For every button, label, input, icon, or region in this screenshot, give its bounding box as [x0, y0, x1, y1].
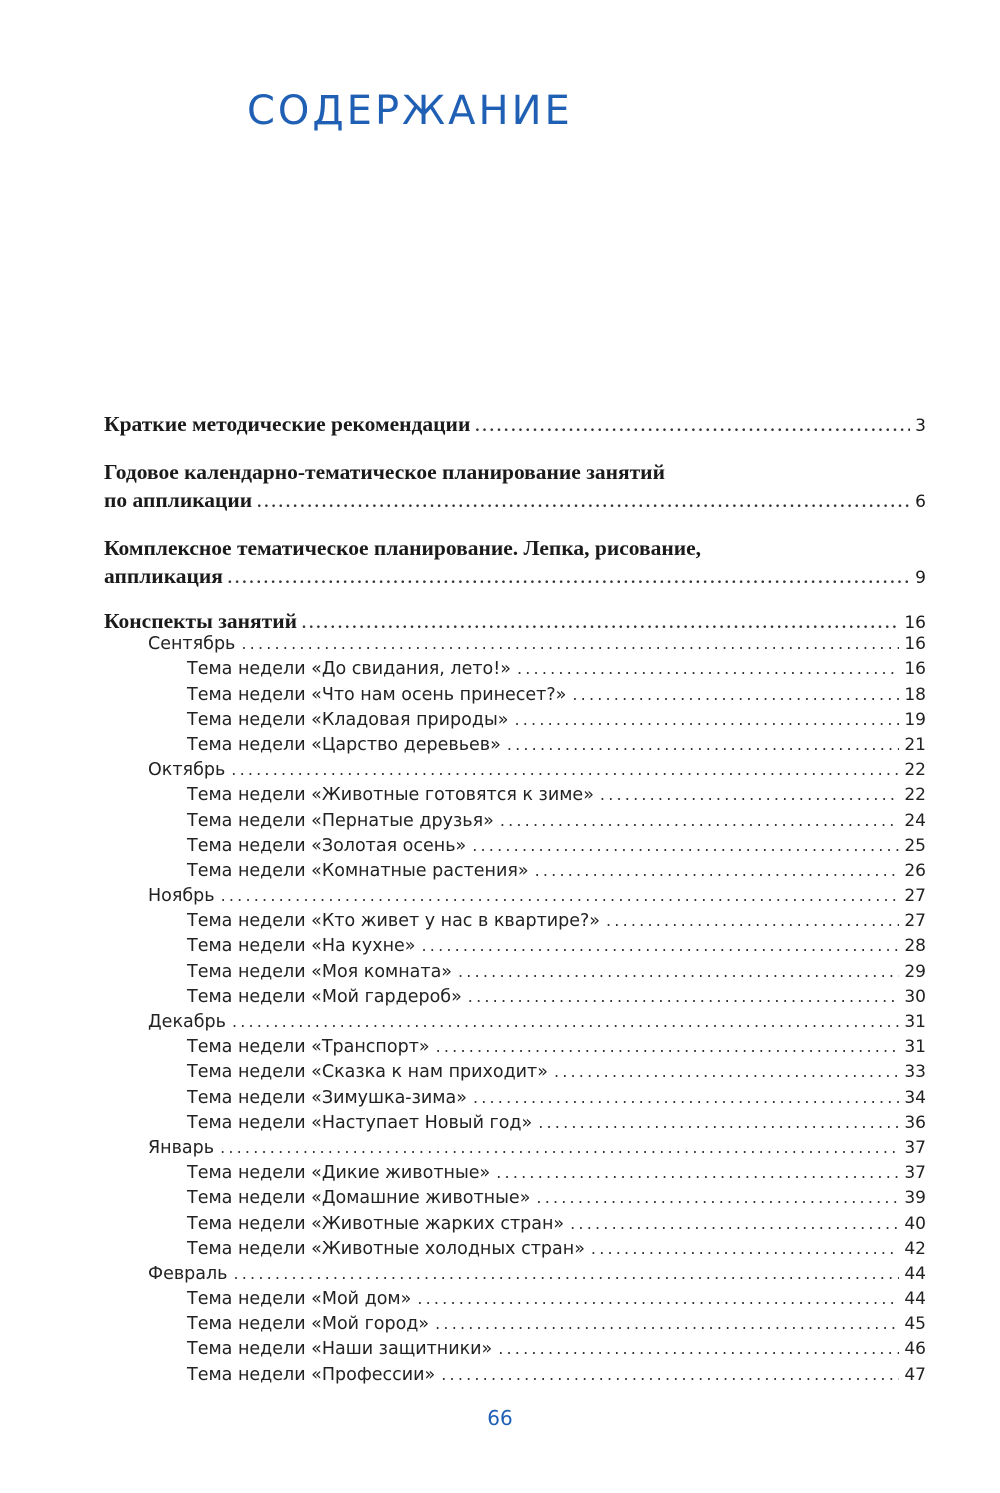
toc-entry-title: Тема недели «Кто живет у нас в квартире?»: [187, 911, 601, 932]
toc-entry-page: 29: [904, 961, 926, 982]
toc-entry-title: Тема недели «Мой гардероб»: [187, 986, 462, 1007]
toc-section-complex-planning[interactable]: [104, 533, 926, 589]
dot-leader: [302, 615, 899, 633]
toc-entry-title: Тема недели «Мой город»: [187, 1314, 430, 1335]
toc-entry-title: Ноябрь: [148, 886, 215, 907]
toc-entry-title: Тема недели «Животные холодных стран»: [187, 1238, 585, 1259]
toc-entry-title: по аппликации: [104, 488, 253, 512]
toc-entry-page: 25: [904, 835, 926, 856]
toc-entry-title: Тема недели «Золотая осень»: [187, 835, 467, 856]
toc-entry-page: 44: [904, 1289, 926, 1310]
toc-week-topic[interactable]: [104, 811, 926, 836]
toc-week-topic[interactable]: [104, 911, 926, 936]
toc-month-october[interactable]: [104, 760, 926, 785]
dot-leader: [500, 811, 900, 830]
toc-entry-page: 39: [904, 1188, 926, 1209]
dot-leader: [498, 1339, 899, 1358]
toc-week-topic[interactable]: [104, 1239, 926, 1264]
toc-entry-title: Тема недели «Мой дом»: [187, 1289, 412, 1310]
toc-entry-title: Февраль: [148, 1263, 228, 1284]
dot-leader: [507, 735, 900, 754]
dot-leader: [231, 760, 899, 779]
toc-entry-page: 33: [904, 1062, 926, 1083]
toc-entry-title: Январь: [148, 1137, 215, 1158]
dot-leader: [554, 1062, 899, 1081]
toc-entry-title: Тема недели «Транспорт»: [187, 1037, 430, 1058]
toc-entry-page: 27: [904, 911, 926, 932]
toc-week-topic[interactable]: [104, 1188, 926, 1213]
toc-week-topic[interactable]: [104, 987, 926, 1012]
dot-leader: [232, 1012, 899, 1031]
toc-month-november[interactable]: [104, 886, 926, 911]
dot-leader: [591, 1239, 899, 1258]
dot-leader: [257, 494, 910, 512]
toc-week-topic[interactable]: [104, 685, 926, 710]
toc-entry-page: 31: [904, 1012, 926, 1032]
toc-entry-page: 27: [904, 886, 926, 907]
toc-section-lesson-notes[interactable]: [104, 609, 926, 634]
dot-leader: [468, 987, 900, 1006]
dot-leader: [536, 1188, 899, 1207]
toc-entry-page: 37: [904, 1163, 926, 1184]
toc-entry-title-line1: Комплексное тематическое планирование. Лепка, рисование,: [104, 536, 702, 560]
toc-section-annual-planning[interactable]: [104, 457, 926, 513]
toc-entry-page: 40: [904, 1213, 926, 1234]
toc-entry-title: Тема недели «Сказка к нам приходит»: [187, 1062, 548, 1083]
toc-entry-title: Тема недели «Профессии»: [187, 1364, 436, 1385]
dot-leader: [472, 836, 899, 855]
toc-week-topic[interactable]: [104, 1339, 926, 1364]
dot-leader: [514, 710, 899, 729]
dot-leader: [458, 962, 899, 981]
toc-entry-title: Тема недели «Наступает Новый год»: [187, 1112, 533, 1133]
dot-leader: [422, 936, 900, 955]
dot-leader: [441, 1365, 899, 1384]
dot-leader: [572, 685, 899, 704]
toc-week-topic[interactable]: [104, 1062, 926, 1087]
toc-entry-title: Тема недели «Пернатые друзья»: [187, 810, 494, 831]
toc-entry-page: 22: [904, 760, 926, 781]
toc-week-topic[interactable]: [104, 1113, 926, 1138]
dot-leader: [517, 659, 899, 678]
dot-leader: [600, 785, 899, 804]
toc-entry-title: Тема недели «Моя комната»: [187, 961, 453, 982]
dot-leader: [538, 1113, 899, 1132]
page-title: СОДЕРЖАНИЕ: [247, 88, 573, 134]
toc-entry-page: 19: [904, 709, 926, 730]
toc-entry-title: Тема недели «Кладовая природы»: [187, 709, 509, 730]
toc-entry-page: 30: [904, 986, 926, 1007]
dot-leader: [473, 1088, 899, 1107]
dot-leader: [221, 886, 900, 905]
toc-week-topic[interactable]: [104, 659, 926, 684]
dot-leader: [535, 861, 900, 880]
toc-entry-title: Сентябрь: [148, 634, 236, 655]
toc-entry-title: Тема недели «Что нам осень принесет?»: [187, 684, 567, 705]
dot-leader: [220, 1138, 899, 1157]
toc-entry-page: 6: [915, 492, 926, 512]
toc-week-topic[interactable]: [104, 1314, 926, 1339]
toc-entry-page: 36: [904, 1112, 926, 1133]
dot-leader: [496, 1163, 899, 1182]
toc-entry-title: Тема недели «Животные жарких стран»: [187, 1213, 565, 1234]
toc-entry-title: Тема недели «На кухне»: [187, 936, 416, 957]
dot-leader: [570, 1214, 899, 1233]
toc-week-topic[interactable]: [104, 836, 926, 861]
toc-entry-title: Тема недели «Домашние животные»: [187, 1188, 531, 1209]
toc-week-topic[interactable]: [104, 710, 926, 735]
toc-month-september[interactable]: [104, 634, 926, 659]
toc-entry-page: 42: [904, 1238, 926, 1259]
toc-entry-title: Тема недели «Зимушка-зима»: [187, 1087, 467, 1108]
page-number: 66: [487, 1406, 513, 1430]
toc-entry-title: Октябрь: [148, 760, 226, 781]
toc-entry-title: Тема недели «До свидания, лето!»: [187, 659, 511, 680]
toc-week-topic[interactable]: [104, 1365, 926, 1390]
toc-entry-title: Декабрь: [148, 1012, 226, 1032]
toc-entry-page: 44: [904, 1263, 926, 1284]
toc-week-topic[interactable]: [104, 1088, 926, 1113]
toc-entry-title: аппликация: [104, 564, 223, 588]
toc-entry-title: Тема недели «Животные готовятся к зиме»: [187, 785, 594, 806]
dot-leader: [241, 634, 899, 653]
toc-week-topic[interactable]: [104, 1037, 926, 1062]
toc-entry-page: 47: [904, 1364, 926, 1385]
toc-entry-page: 9: [915, 568, 926, 588]
toc-entry-page: 37: [904, 1137, 926, 1158]
toc-entry-title: Тема недели «Царство деревьев»: [187, 734, 501, 755]
toc-month-december[interactable]: [104, 1012, 926, 1037]
toc-week-topic[interactable]: [104, 1214, 926, 1239]
toc-entry-page: 46: [904, 1339, 926, 1360]
dot-leader: [606, 911, 899, 930]
dot-leader: [417, 1289, 899, 1308]
toc-week-topic[interactable]: [104, 861, 926, 886]
dot-leader: [228, 570, 910, 588]
toc-entry-page: 3: [915, 416, 926, 436]
toc-entry-page: 16: [904, 634, 926, 655]
toc-week-topic[interactable]: [104, 735, 926, 760]
toc-entry-title-line1: Годовое календарно-тематическое планирование занятий: [104, 460, 665, 484]
toc-entry-page: 26: [904, 860, 926, 881]
toc-entry-page: 16: [904, 659, 926, 680]
dot-leader: [475, 418, 910, 436]
toc-entry-page: 21: [904, 734, 926, 755]
toc-month-january[interactable]: [104, 1138, 926, 1163]
toc-entry-page: 45: [904, 1314, 926, 1335]
toc-entry-page: 28: [904, 936, 926, 957]
dot-leader: [436, 1037, 900, 1056]
toc-entry-title: Краткие методические рекомендации: [104, 412, 471, 436]
toc-entry-title: Конспекты занятий: [104, 609, 297, 633]
toc-entry-title: Тема недели «Дикие животные»: [187, 1163, 491, 1184]
toc-entry-page: 18: [904, 684, 926, 705]
toc-week-topic[interactable]: [104, 962, 926, 987]
table-of-contents: [104, 412, 926, 1390]
toc-entry-title: Тема недели «Наши защитники»: [187, 1339, 493, 1360]
dot-leader: [233, 1264, 899, 1283]
toc-entry-page: 34: [904, 1087, 926, 1108]
toc-entry-page: 22: [904, 785, 926, 806]
toc-week-topic[interactable]: [104, 1289, 926, 1314]
toc-section-methodical-recommendations[interactable]: [104, 412, 926, 437]
dot-leader: [435, 1314, 899, 1333]
toc-week-topic[interactable]: [104, 1163, 926, 1188]
toc-entry-title: Тема недели «Комнатные растения»: [187, 860, 529, 881]
toc-month-february[interactable]: [104, 1264, 926, 1289]
toc-entry-page: 31: [904, 1037, 926, 1058]
toc-entry-page: 24: [904, 810, 926, 831]
toc-week-topic[interactable]: [104, 936, 926, 961]
toc-entry-page: 16: [904, 613, 926, 633]
toc-week-topic[interactable]: [104, 785, 926, 810]
